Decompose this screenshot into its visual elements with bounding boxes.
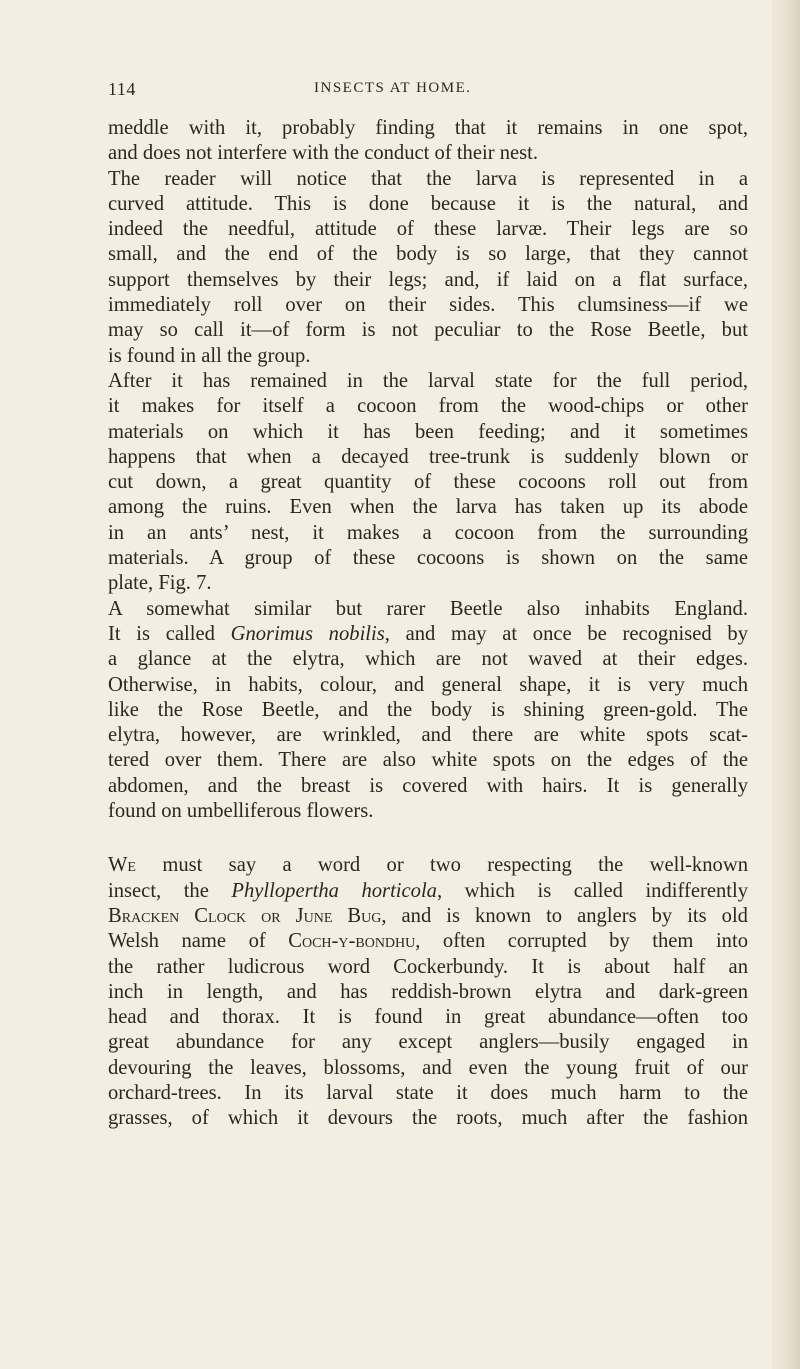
text-line: it makes for itself a cocoon from the wood-chips or other bbox=[108, 395, 748, 418]
text-line: among the ruins. Even when the larva has taken up its abode bbox=[108, 496, 748, 519]
text-line: great abundance for any except anglers—busily engaged in bbox=[108, 1031, 748, 1054]
text-line: plate, Fig. 7. bbox=[108, 572, 212, 595]
text-run: , often corrupted by them into bbox=[415, 930, 748, 953]
text-line: inch in length, and has reddish-brown elytra and dark-green bbox=[108, 980, 748, 1003]
text-run: , and is known to anglers by its old bbox=[381, 904, 748, 927]
text-line: like the Rose Beetle, and the body is shining green-gold. The bbox=[108, 698, 748, 721]
text-line bbox=[108, 853, 748, 878]
text-line: immediately roll over on their sides. This clumsiness—if we bbox=[108, 294, 748, 317]
text-line: is found in all the group. bbox=[108, 344, 311, 367]
text-line: orchard-trees. In its larval state it does much harm to the bbox=[108, 1081, 748, 1104]
text-line: materials on which it has been feeding; and it sometimes bbox=[108, 420, 748, 443]
text-run: insect, the bbox=[108, 879, 232, 902]
text-line bbox=[108, 879, 748, 904]
paragraph-1 bbox=[108, 116, 748, 167]
text-line: found on umbelliferous flowers. bbox=[108, 800, 374, 823]
text-line: abdomen, and the breast is covered with hairs. It is generally bbox=[108, 774, 748, 797]
text-line: grasses, of which it devours the roots, much after the fashion bbox=[108, 1107, 748, 1130]
section-break bbox=[108, 824, 748, 853]
text-line: curved attitude. This is done because it is the natural, and bbox=[108, 192, 748, 215]
species-name: Gnorimus nobilis bbox=[230, 622, 385, 645]
text-line bbox=[108, 904, 748, 929]
text-line: meddle with it, probably finding that it remains in one spot, bbox=[108, 117, 748, 139]
section-lead-word: We bbox=[108, 854, 136, 877]
text-line: After it has remained in the larval state for the full period, bbox=[108, 369, 748, 392]
text-run: It is called bbox=[108, 622, 231, 645]
text-line: devouring the leaves, blossoms, and even the young fruit of our bbox=[108, 1056, 748, 1079]
text-run: , and may at once be recognised by bbox=[384, 622, 748, 645]
paragraph-4 bbox=[108, 597, 748, 825]
page-header bbox=[108, 79, 748, 103]
text-line: A somewhat similar but rarer Beetle also inhabits England. bbox=[108, 597, 748, 620]
text-line bbox=[108, 929, 748, 954]
running-title: INSECTS AT HOME. bbox=[314, 80, 472, 96]
text-line: indeed the needful, attitude of these larvæ. Their legs are so bbox=[108, 218, 748, 241]
common-names: Bracken Clock or June Bug bbox=[108, 904, 382, 927]
text-line bbox=[108, 622, 748, 647]
text-line: a glance at the elytra, which are not waved at their edges. bbox=[108, 648, 748, 671]
text-line: Otherwise, in habits, colour, and general shape, it is very much bbox=[108, 673, 748, 696]
paragraph-5 bbox=[108, 853, 748, 1131]
page-edge-shadow bbox=[772, 0, 800, 1369]
text-line: may so call it—of form is not peculiar to the Rose Beetle, but bbox=[108, 319, 748, 342]
text-line: small, and the end of the body is so large, that they cannot bbox=[108, 243, 748, 266]
text-line: cut down, a great quantity of these cocoons roll out from bbox=[108, 471, 748, 494]
paragraph-3 bbox=[108, 369, 748, 597]
paragraph-2 bbox=[108, 167, 748, 369]
body-text bbox=[108, 116, 748, 1132]
text-run: , which is called indifferently bbox=[436, 879, 749, 902]
text-line: materials. A group of these cocoons is shown on the same bbox=[108, 547, 748, 570]
text-line: in an ants’ nest, it makes a cocoon from the surrounding bbox=[108, 521, 748, 544]
page-number: 114 bbox=[108, 79, 136, 99]
text-line: support themselves by their legs; and, if laid on a flat surface, bbox=[108, 268, 748, 291]
text-line: head and thorax. It is found in great abundance—often too bbox=[108, 1006, 748, 1029]
text-line: tered over them. There are also white spots on the edges of the bbox=[108, 749, 748, 772]
species-name: Phyllopertha horticola bbox=[231, 879, 437, 902]
text-run: must say a word or two respecting the well-known bbox=[136, 854, 748, 877]
text-line: elytra, however, are wrinkled, and there are white spots scat- bbox=[108, 724, 748, 747]
text-line: happens that when a decayed tree-trunk is suddenly blown or bbox=[108, 445, 748, 468]
text-run: Welsh name of bbox=[108, 930, 289, 953]
text-line: the rather ludicrous word Cockerbundy. It is about half an bbox=[108, 955, 748, 978]
text-line: and does not interfere with the conduct of their nest. bbox=[108, 142, 539, 165]
text-line: The reader will notice that the larva is represented in a bbox=[108, 167, 748, 190]
welsh-name: Coch-y-bondhu bbox=[288, 930, 416, 953]
